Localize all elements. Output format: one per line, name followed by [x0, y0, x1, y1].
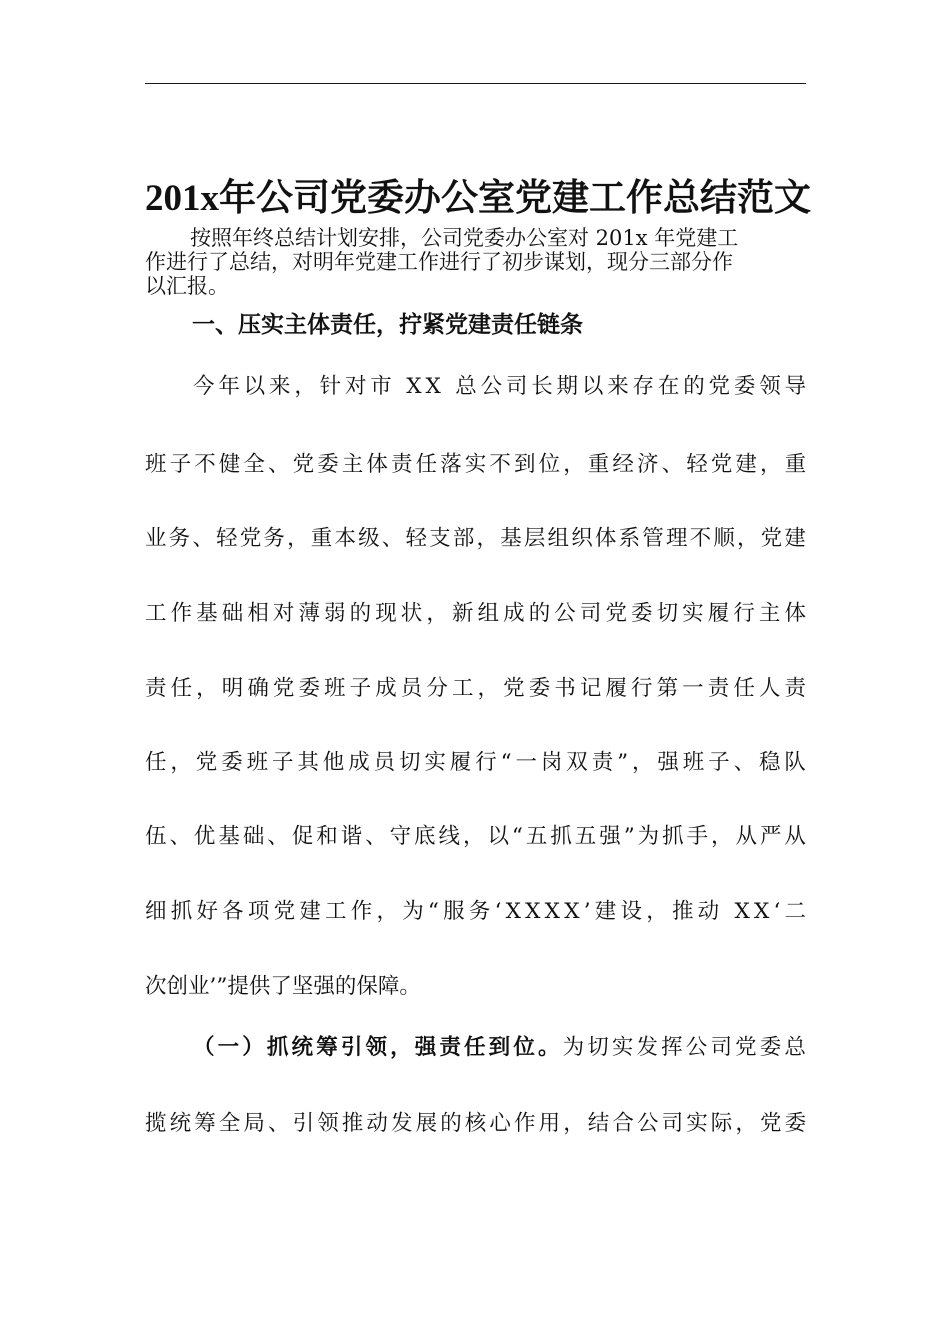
- body-line: 伍、优基础、促和谐、守底线，以“五抓五强”为抓手，从严从: [145, 824, 809, 849]
- body-line: 任，党委班子其他成员切实履行“一岗双责”，强班子、稳队: [145, 750, 810, 775]
- intro-paragraph: [145, 226, 806, 298]
- document-title: 201x年公司党委办公室党建工作总结范文: [145, 178, 811, 219]
- body-line: 业务、轻党务，重本级、轻支部，基层组织体系管理不顺，党建: [145, 526, 809, 551]
- body-line: 责任，明确党委班子成员分工，党委书记履行第一责任人责: [145, 676, 811, 701]
- body-line: 工作基础相对薄弱的现状，新组成的公司党委切实履行主体: [145, 601, 811, 626]
- body-line: 今年以来，针对市 XX 总公司长期以来存在的党委领导: [193, 374, 810, 399]
- intro-line: 按照年终总结计划安排，公司党委办公室对 201x 年党建工: [190, 226, 739, 250]
- body-line: 次创业’”提供了坚强的保障。: [145, 974, 421, 999]
- body-line: 揽统筹全局、引领推动发展的核心作用，结合公司实际，党委: [145, 1111, 810, 1136]
- body-line: [193, 1031, 809, 1065]
- body-line: 班子不健全、党委主体责任落实不到位，重经济、轻党建，重: [145, 452, 810, 477]
- subsection-lead: （一）抓统筹引领，强责任到位。: [193, 1035, 563, 1060]
- section-heading: 一、压实主体责任，拧紧党建责任链条: [192, 312, 583, 338]
- body-text-run: 为切实发挥公司党委总: [562, 1035, 810, 1060]
- body-line: 细抓好各项党建工作，为“服务‘XXXX’建设，推动 XX‘二: [145, 899, 811, 924]
- intro-line: 作进行了总结，对明年党建工作进行了初步谋划，现分三部分作: [145, 250, 733, 274]
- header-rule: [145, 83, 806, 84]
- intro-line: 以汇报。: [145, 274, 229, 298]
